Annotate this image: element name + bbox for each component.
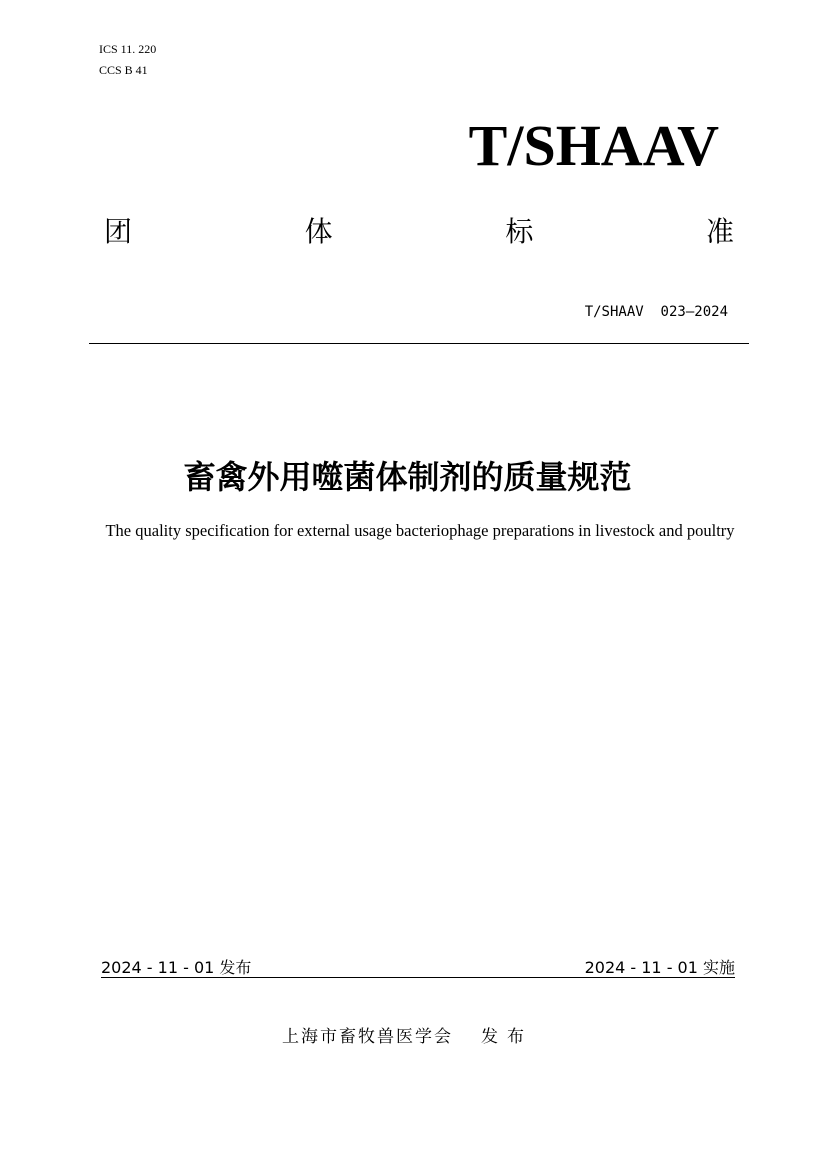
standard-type-char: 标 xyxy=(505,215,534,248)
issuer-name: 上海市畜牧兽医学会 xyxy=(282,1027,453,1047)
issuer-action: 发布 xyxy=(481,1027,533,1047)
header-divider xyxy=(89,343,749,344)
issuer xyxy=(0,1025,815,1049)
document-title-english: The quality specification for external usage bacteriophage preparations in livestock and poultry xyxy=(105,521,735,540)
publish-date: 2024 - 11 - 01 发布 xyxy=(101,958,252,977)
ccs-code: CCS B 41 xyxy=(99,63,148,77)
standard-number: T/SHAAV 023—2024 xyxy=(584,304,728,320)
footer-divider xyxy=(101,977,735,978)
standard-type-char: 体 xyxy=(304,215,333,248)
standard-code-heading: T/SHAAV xyxy=(468,113,719,178)
implementation-date: 2024 - 11 - 01 实施 xyxy=(584,958,735,977)
standard-type-char: 团 xyxy=(104,215,133,248)
document-title-chinese: 畜禽外用噬菌体制剂的质量规范 xyxy=(183,458,632,496)
standard-type-char: 准 xyxy=(705,215,734,248)
ics-code: ICS 11. 220 xyxy=(99,42,157,56)
standard-type xyxy=(104,212,734,252)
